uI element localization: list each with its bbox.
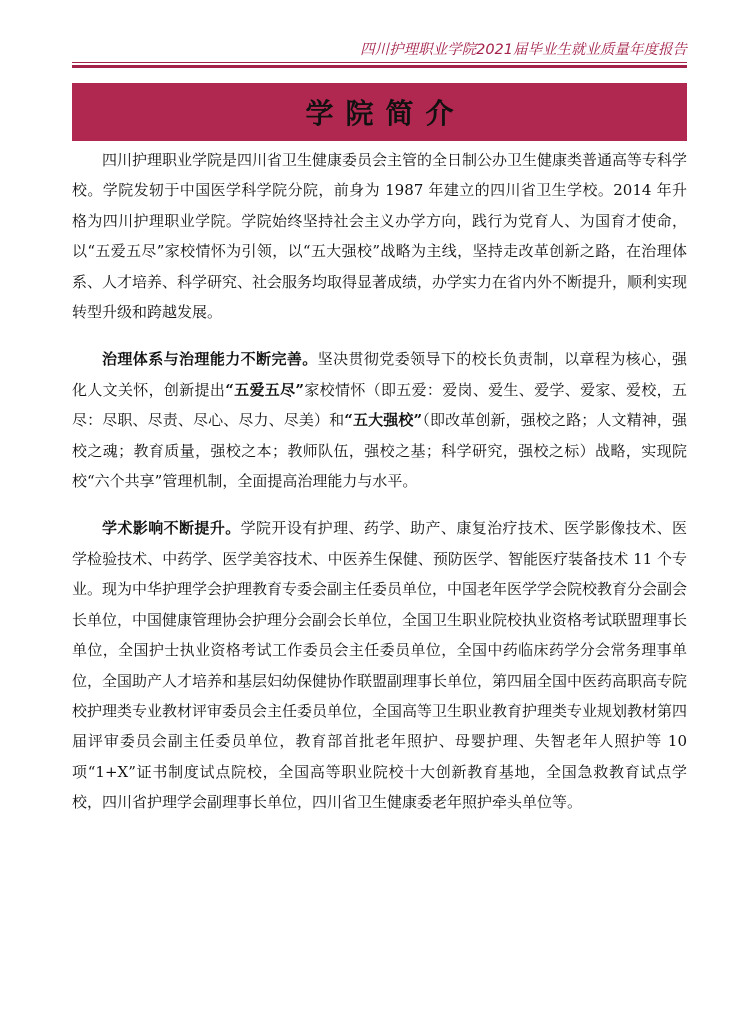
academic-paragraph — [72, 513, 687, 817]
governance-paragraph — [72, 344, 687, 496]
governance-text-3: （即改革创新，强校之路；人文精神，强校之魂；教育质量，强校之本；教师队伍，强校之基；科学研究，强校之标）战略，实现院校“六个共享”管理机制，全面提高治理能力与水平。 — [72, 411, 687, 491]
academic-lead: 学术影响不断提升。 — [102, 519, 241, 538]
governance-lead: 治理体系与治理能力不断完善。 — [102, 350, 318, 369]
intro-paragraph: 四川护理职业学院是四川省卫生健康委员会主管的全日制公办卫生健康类普通高等专科学校。学院发轫于中国医学科学院分院，前身为 1987 年建立的四川省卫生学校。2014 年升格为四川护理职业学院。学院始终坚持社会主义办学方向，践行为党育人、为国育才使命，以“五爱五尽”家校情怀为引领，以“五大强校”战略为主线，坚持走改革创新之路，在治理体系、人才培养、科学研究、社会服务均取得显著成绩，办学实力在省内外不断提升，顺利实现转型升级和跨越发展。 — [72, 151, 688, 322]
header-rule-thin — [72, 62, 687, 63]
section-banner — [72, 83, 687, 141]
governance-text-1: 坚决贯彻党委领导下的校长负责制，以章程为核心，强化人文关怀，创新提出 — [72, 350, 687, 399]
governance-emphasis-1: “五爱五尽” — [225, 380, 305, 399]
body-content — [72, 145, 687, 835]
academic-text: 学院开设有护理、药学、助产、康复治疗技术、医学影像技术、医学检验技术、中药学、医学美容技术、中医养生保健、预防医学、智能医疗装备技术 11 个专业。现为中华护理学会护理教育专委会副主任委员单位，中国老年医学学会院校教育分会副会长单位，中国健康管理协会护理分会副会长单位，全国卫生职业院校执业资格考试联盟理事长单位，全国护士执业资格考试工作委员会主任委员单位，全国中药临床药学分会常务理事单位，全国助产人才培养和基层妇幼保健协作联盟副理事长单位，第四届全国中医药高职高专院校护理类专业教材评审委员会主任委员单位，全国高等卫生职业教育护理类专业规划教材第四届评审委员会副主任委员单位，教育部首批老年照护、母婴护理、失智老年人照护等 10 项“1+X”证书制度试点院校，全国高等职业院校十大创新教育基地，全国急救教育试点学校，四川省护理学会副理事长单位，四川省卫生健康委老年照护牵头单位等。 — [72, 519, 688, 812]
header-rule-thick — [72, 65, 687, 68]
report-header: 四川护理职业学院2021届毕业生就业质量年度报告 — [360, 42, 687, 58]
governance-text-2: 家校情怀（即五爱：爱岗、爱生、爱学、爱家、爱校，五尽：尽职、尽责、尽心、尽力、尽美）和 — [72, 380, 687, 430]
governance-emphasis-2: “五大强校” — [344, 411, 423, 430]
section-title: 学院简介 — [305, 97, 466, 130]
